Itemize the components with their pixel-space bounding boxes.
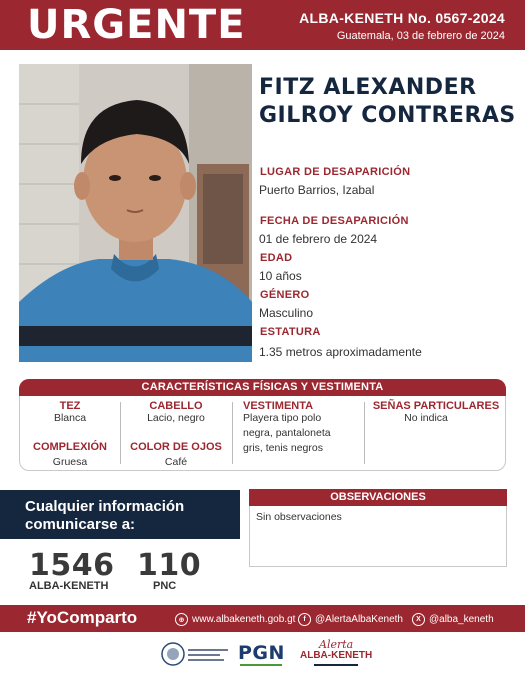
- vestimenta-line-3: gris, tenis negros: [243, 442, 323, 454]
- estatura-label: ESTATURA: [260, 326, 321, 338]
- vestimenta-label: VESTIMENTA: [243, 400, 314, 412]
- alerta-logo-line-2: ALBA-KENETH: [300, 650, 373, 661]
- alerta-logo-rule: [314, 664, 358, 666]
- urgent-label: URGENTE: [27, 2, 246, 48]
- case-number: ALBA-KENETH No. 0567-2024: [299, 10, 505, 26]
- globe-icon: ⊕: [175, 613, 188, 626]
- name-line-2: GILROY CONTRERAS: [259, 103, 516, 128]
- divider: [120, 402, 121, 464]
- divider: [232, 402, 233, 464]
- website-text: www.albakeneth.gob.gt: [192, 614, 296, 625]
- twitter-link[interactable]: [412, 613, 494, 626]
- pgn-underline: [240, 664, 282, 666]
- cabello-label: CABELLO: [149, 400, 203, 412]
- observations-text: Sin observaciones: [256, 511, 342, 523]
- lugar-label: LUGAR DE DESAPARICIÓN: [260, 166, 411, 178]
- twitter-text: @alba_keneth: [429, 614, 494, 625]
- fecha-label: FECHA DE DESAPARICIÓN: [260, 215, 409, 227]
- ojos-value: Café: [164, 456, 188, 468]
- complexion-value: Gruesa: [52, 456, 88, 468]
- x-icon: X: [412, 613, 425, 626]
- divider: [364, 402, 365, 464]
- facebook-link[interactable]: [298, 613, 403, 626]
- contact-line-2: comunicarse a:: [25, 516, 136, 533]
- hashtag: #YoComparto: [27, 608, 138, 627]
- issue-date: Guatemala, 03 de febrero de 2024: [336, 30, 505, 42]
- contact-banner: [0, 490, 240, 539]
- genero-value: Masculino: [259, 306, 314, 320]
- facebook-text: @AlertaAlbaKeneth: [315, 614, 403, 625]
- phone-alba-keneth-label: ALBA-KENETH: [29, 580, 109, 592]
- phone-alba-keneth[interactable]: 1546: [29, 548, 115, 583]
- observations-title: OBSERVACIONES: [249, 489, 507, 506]
- genero-label: GÉNERO: [260, 289, 310, 301]
- senas-label: SEÑAS PARTICULARES: [372, 400, 500, 412]
- missing-person-photo: [19, 64, 252, 362]
- senas-value: No indica: [404, 412, 448, 424]
- facebook-icon: f: [298, 613, 311, 626]
- characteristics-title: CARACTERÍSTICAS FÍSICAS Y VESTIMENTA: [19, 379, 506, 396]
- edad-value: 10 años: [259, 269, 302, 283]
- website-link[interactable]: [175, 613, 295, 626]
- lugar-value: Puerto Barrios, Izabal: [259, 183, 375, 197]
- alerta-alba-keneth-logo: [300, 639, 372, 666]
- tez-label: TEZ: [59, 400, 81, 412]
- tez-value: Blanca: [53, 412, 87, 424]
- contact-line-1: Cualquier información: [25, 498, 185, 515]
- vestimenta-line-2: negra, pantaloneta: [243, 427, 331, 439]
- alerta-logo-line-1: Alerta: [319, 638, 354, 651]
- cabello-value: Lacio, negro: [147, 412, 205, 424]
- header-bar: [0, 0, 525, 50]
- footer-bar: [0, 605, 525, 632]
- vestimenta-line-1: Playera tipo polo: [243, 412, 322, 424]
- fecha-value: 01 de febrero de 2024: [259, 232, 378, 246]
- name-line-1: FITZ ALEXANDER: [259, 75, 477, 100]
- guatemala-seal-logo: [160, 640, 230, 673]
- estatura-value: 1.35 metros aproximadamente: [259, 345, 422, 359]
- person-name: [259, 74, 519, 130]
- pgn-logo: PGN: [238, 642, 285, 664]
- ojos-label: COLOR DE OJOS: [130, 441, 222, 453]
- edad-label: EDAD: [260, 252, 293, 264]
- phone-pnc-label: PNC: [153, 580, 177, 592]
- complexion-label: COMPLEXIÓN: [33, 441, 107, 453]
- phone-pnc[interactable]: 110: [137, 548, 202, 583]
